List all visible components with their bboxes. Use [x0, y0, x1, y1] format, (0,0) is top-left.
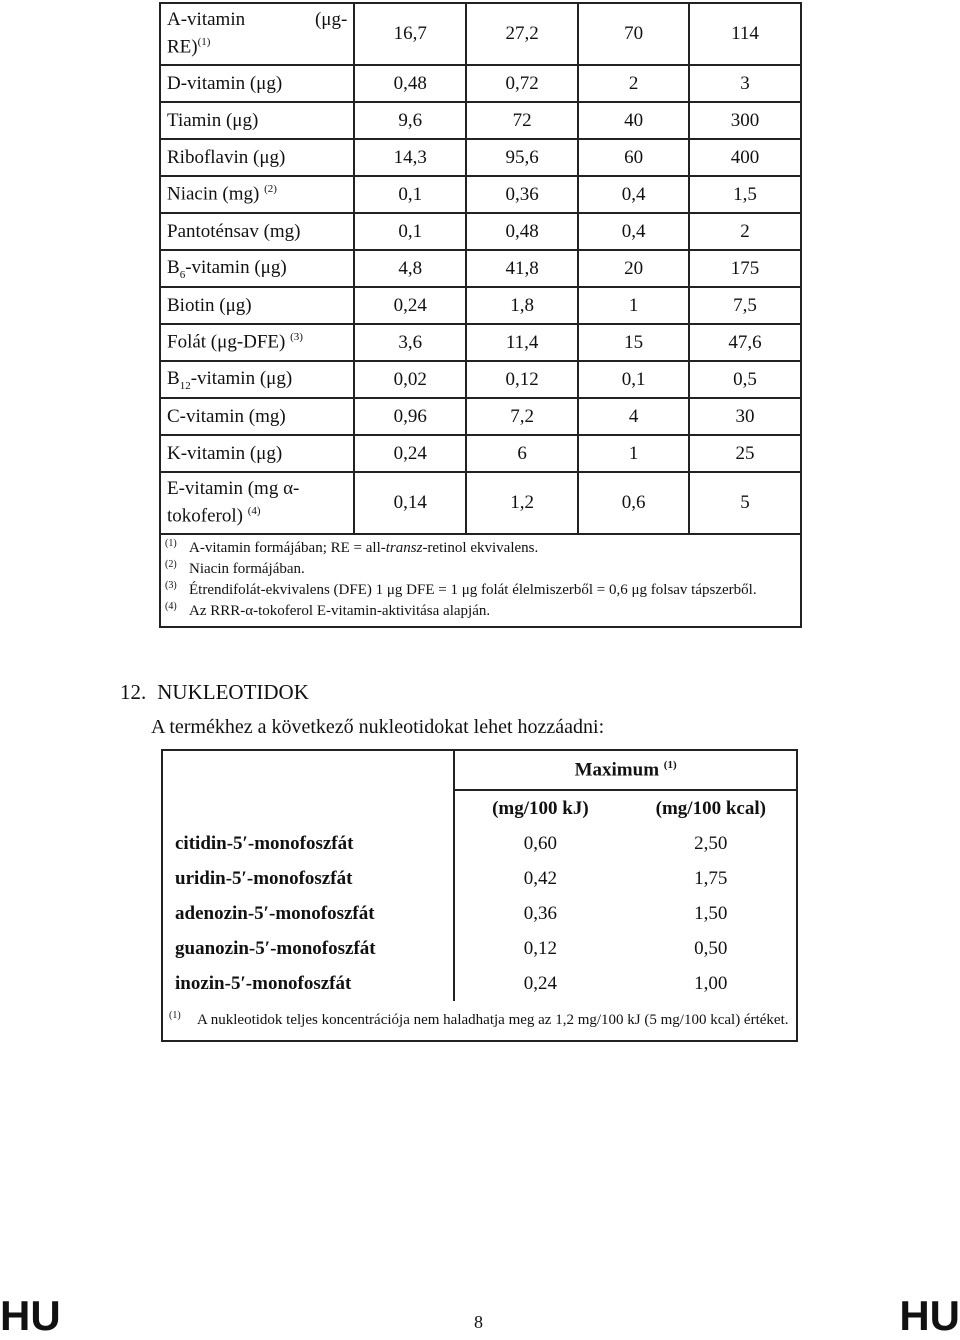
vitamin-value: 0,36	[466, 176, 578, 213]
vitamin-name: Tiamin (μg)	[160, 102, 354, 139]
vitamin-value: 300	[689, 102, 801, 139]
header-blank-cell	[162, 750, 454, 826]
nucleotide-name: guanozin-5′-monofoszfát	[162, 931, 454, 966]
table-row	[160, 361, 801, 398]
vitamin-value: 72	[466, 102, 578, 139]
table-row	[162, 966, 797, 1001]
nucleotide-name: inozin-5′-monofoszfát	[162, 966, 454, 1001]
table-row	[160, 435, 801, 472]
vitamin-value: 11,4	[466, 324, 578, 361]
table-row	[160, 139, 801, 176]
footnote-text: A-vitamin formájában; RE = all-transz-retinol ekvivalens.	[189, 540, 539, 556]
vitamin-value: 2	[689, 213, 801, 250]
vitamin-value: 0,02	[354, 361, 466, 398]
vitamin-value: 3	[689, 65, 801, 102]
vitamin-value: 1,8	[466, 287, 578, 324]
header-col-kcal: (mg/100 kcal)	[626, 790, 797, 826]
table-header-row	[162, 750, 797, 790]
vitamin-value: 2	[578, 65, 689, 102]
vitamin-name: Folát (μg-DFE) $^{(3)}$	[160, 324, 354, 361]
vitamin-value: 25	[689, 435, 801, 472]
nucleotide-value-kcal: 1,75	[626, 861, 797, 896]
header-col-kj: (mg/100 kJ)	[454, 790, 625, 826]
footnote-mark: (4)	[165, 601, 177, 612]
vitamin-value: 30	[689, 398, 801, 435]
vitamin-value: 0,72	[466, 65, 578, 102]
section-title: NUKLEOTIDOK	[157, 680, 309, 704]
vitamin-value: 14,3	[354, 139, 466, 176]
vitamin-value: 1,5	[689, 176, 801, 213]
header-maximum: Maximum $^{(1)}$	[454, 750, 797, 790]
section-intro: A termékhez a következő nukleotidokat lehet hozzáadni:	[151, 716, 605, 738]
footnote-mark: (1)	[165, 538, 177, 549]
vitamin-notes	[160, 534, 801, 627]
table-row	[162, 861, 797, 896]
footnote-mark: (2)	[165, 559, 177, 570]
vitamin-name: Pantoténsav (mg)	[160, 213, 354, 250]
vitamin-value: 1	[578, 287, 689, 324]
section-number: 12.	[120, 680, 147, 704]
footnote	[165, 559, 796, 580]
footnote-text: Étrendifolát-ekvivalens (DFE) 1 μg DFE = 1 μg folát élelmiszerből = 0,6 μg folsav tápszerből.	[189, 582, 757, 598]
vitamin-value: 9,6	[354, 102, 466, 139]
table-row	[160, 287, 801, 324]
table-row	[160, 398, 801, 435]
vitamin-value: 1	[578, 435, 689, 472]
table-row	[162, 896, 797, 931]
vitamin-value: 7,2	[466, 398, 578, 435]
nucleotide-name: uridin-5′-monofoszfát	[162, 861, 454, 896]
vitamin-name: $B_{12}$-vitamin (μg)	[160, 361, 354, 398]
vitamin-value: 4	[578, 398, 689, 435]
footer-language-left: HU	[0, 1292, 61, 1339]
vitamin-value: 0,6	[578, 472, 689, 534]
vitamin-value: 47,6	[689, 324, 801, 361]
notes-row	[162, 1001, 797, 1041]
vitamin-value: 0,4	[578, 176, 689, 213]
table-row	[160, 324, 801, 361]
vitamin-value: 0,24	[354, 287, 466, 324]
vitamin-value: 0,12	[466, 361, 578, 398]
table-row	[160, 250, 801, 287]
table-row	[160, 102, 801, 139]
vitamin-value: 5	[689, 472, 801, 534]
footnote-mark: (1)	[169, 1009, 181, 1021]
vitamin-value: 0,96	[354, 398, 466, 435]
nucleotide-value-kj: 0,12	[523, 937, 558, 959]
footnote-mark: (3)	[165, 580, 177, 591]
nucleotide-name: citidin-5′-monofoszfát	[162, 826, 454, 861]
vitamin-name: E-vitamin (mg α- tokoferol) $^{(4)}$	[160, 472, 354, 534]
vitamin-name: C-vitamin (mg)	[160, 398, 354, 435]
vitamin-name: A-vitamin (μg- RE)$^{(1)}$	[160, 3, 354, 65]
vitamin-value: 3,6	[354, 324, 466, 361]
footnote-text: Az RRR-α-tokoferol E-vitamin-aktivitása alapján.	[189, 603, 491, 619]
vitamin-value: 114	[689, 3, 801, 65]
section-heading	[120, 680, 309, 705]
vitamin-value: 95,6	[466, 139, 578, 176]
notes-row	[160, 534, 801, 627]
vitamin-value: 70	[578, 3, 689, 65]
vitamin-value: 20	[578, 250, 689, 287]
vitamin-value: 0,24	[354, 435, 466, 472]
footnote-text: Niacin formájában.	[189, 561, 305, 577]
vitamin-value: 0,48	[466, 213, 578, 250]
vitamin-value: 7,5	[689, 287, 801, 324]
table-row	[162, 826, 797, 861]
nucleotide-value-kcal: 2,50	[626, 826, 797, 861]
vitamin-value: 400	[689, 139, 801, 176]
vitamin-name: K-vitamin (μg)	[160, 435, 354, 472]
table-row	[160, 65, 801, 102]
vitamin-value: 175	[689, 250, 801, 287]
vitamin-name: D-vitamin (μg)	[160, 65, 354, 102]
nucleotide-value-kj: 0,42	[523, 867, 558, 889]
page-number: 8	[474, 1312, 483, 1332]
vitamin-table	[159, 2, 802, 628]
vitamin-value: 40	[578, 102, 689, 139]
vitamin-value: 4,8	[354, 250, 466, 287]
vitamin-value: 1,2	[466, 472, 578, 534]
vitamin-value: 0,5	[689, 361, 801, 398]
nucleotide-value-kj: 0,24	[523, 972, 558, 994]
table-row	[160, 176, 801, 213]
footnote	[169, 1010, 790, 1030]
vitamin-value: 0,4	[578, 213, 689, 250]
vitamin-value: 0,1	[354, 176, 466, 213]
nucleotide-value-kcal: 1,50	[626, 896, 797, 931]
vitamin-value: 15	[578, 324, 689, 361]
nucleotide-value-kcal: 0,50	[626, 931, 797, 966]
vitamin-name: $B_6$-vitamin (μg)	[160, 250, 354, 287]
footnote	[165, 580, 796, 601]
table-row	[160, 3, 801, 65]
vitamin-value: 16,7	[354, 3, 466, 65]
vitamin-value: 0,1	[354, 213, 466, 250]
vitamin-value: 0,48	[354, 65, 466, 102]
vitamin-value: 27,2	[466, 3, 578, 65]
footnote	[165, 538, 796, 559]
table-row	[162, 931, 797, 966]
nucleotide-value-kj: 0,36	[523, 902, 558, 924]
vitamin-name: Riboflavin (μg)	[160, 139, 354, 176]
nucleotide-value-kj: 0,60	[523, 832, 558, 854]
footer-language-right: HU	[899, 1292, 960, 1339]
table-row	[160, 213, 801, 250]
table-row	[160, 472, 801, 534]
vitamin-value: 41,8	[466, 250, 578, 287]
nucleotide-value-kcal: 1,00	[626, 966, 797, 1001]
nucleotide-name: adenozin-5′-monofoszfát	[162, 896, 454, 931]
vitamin-value: 0,14	[354, 472, 466, 534]
footnote-text: A nukleotidok teljes koncentrációja nem haladhatja meg az 1,2 mg/100 kJ (5 mg/100 kcal) értéket.	[197, 1011, 789, 1028]
vitamin-value: 6	[466, 435, 578, 472]
nucleotide-footnote	[162, 1001, 797, 1041]
vitamin-name: Biotin (μg)	[160, 287, 354, 324]
vitamin-value: 60	[578, 139, 689, 176]
vitamin-name: Niacin (mg) $^{(2)}$	[160, 176, 354, 213]
nucleotide-table	[161, 749, 798, 1042]
footnote	[165, 601, 796, 622]
vitamin-value: 0,1	[578, 361, 689, 398]
